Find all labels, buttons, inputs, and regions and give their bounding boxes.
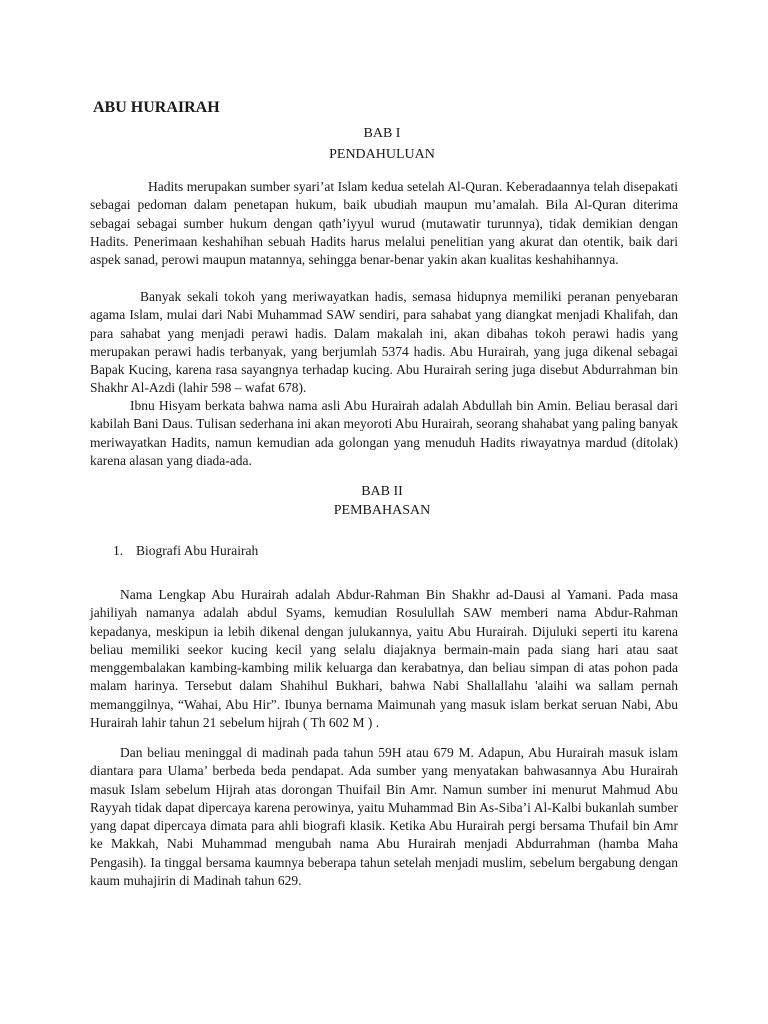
intro-paragraph-2: Banyak sekali tokoh yang meriwayatkan hadis, semasa hidupnya memiliki peranan penyebaran agama Islam, mulai dari Nabi Muhammad SAW sendiri, para sahabat yang diangkat menjadi Khalifah, dan para sahabat yang menjadi perawi hadis. Dalam makalah ini, akan dibahas tokoh perawi hadis yang merupakan perawi hadis terbanyak, yang berjumlah 5374 hadis. Abu Hurairah, yang juga dikenal sebagai Bapak Kucing, karena rasa sayangnya terhadap kucing. Abu Hurairah sering juga disebut Abdurrahman bin Shakhr Al-Azdi (lahir 598 – wafat 678). xyxy=(90,289,678,396)
chapter-2-label: BAB II xyxy=(361,484,403,499)
chapter-2-name: PEMBAHASAN xyxy=(333,503,431,518)
bio-paragraph-1: Nama Lengkap Abu Hurairah adalah Abdur-Rahman Bin Shakhr ad-Dausi al Yamani. Pada masa jahiliyah namanya adalah abdul Syams, kemudian Rosulullah SAW memberi nama Abdur-Rahman kepadanya, meskipun ia lebih dikenal dengan julukannya, yaitu Abu Hurairah. Dijuluki seperti itu karena beliau memiliki seekor kucing kecil yang selalu diajaknya bermain-main pada siang hari atau saat menggembalakan kambing-kambing milik keluarga dan kerabatnya, dan beliau simpan di atas pohon pada malam harinya. Tersebut dalam Shahihul Bukhari, bahwa Nabi Shallallahu 'alaihi wa sallam pernah memanggilnya, “Wahai, Abu Hir”. Ibunya bernama Maimunah yang masuk islam berkat seruan Nabi, Abu Hurairah lahir tahun 21 sebelum hijrah ( Th 602 M ) . xyxy=(90,587,678,731)
chapter-1-name: PENDAHULUAN xyxy=(329,147,435,162)
list-item xyxy=(113,542,258,560)
intro-paragraph-3: Ibnu Hisyam berkata bahwa nama asli Abu Hurairah adalah Abdullah bin Amin. Beliau berasal dari kabilah Bani Daus. Tulisan sederhana ini akan meyoroti Abu Hurairah, seorang shahabat yang paling banyak meriwayatkan Hadits, namun kemudian ada golongan yang menuduh Hadits riwayatnya mardud (ditolak) karena alasan yang diada-ada. xyxy=(90,398,678,468)
intro-paragraph-1: Hadits merupakan sumber syari’at Islam kedua setelah Al-Quran. Keberadaannya telah disepakati sebagai pedoman dalam penetapan hukum, baik ubudiah maupun mu’amalah. Bila Al-Quran diterima sebagai sebagai sumber hukum dengan qath’iyyul wurud (mutawatir turunnya), tidak demikian dengan Hadits. Penerimaan keshahihan sebuah Hadits harus melalui penelitian yang akurat dan otentik, baik dari aspek sanad, perowi maupun matannya, sehingga benar-benar yakin akan kualitas keshahihannya. xyxy=(90,179,678,268)
list-item-number: 1. xyxy=(113,543,124,558)
bio-paragraph-2: Dan beliau meninggal di madinah pada tahun 59H atau 679 M. Adapun, Abu Hurairah masuk islam diantara para Ulama’ berbeda beda pendapat. Ada sumber yang menyatakan bahwasannya Abu Hurairah masuk Islam sebelum Hijrah atas dorongan Thuifail Bin Amr. Namun sumber ini menurut Mahmud Abu Rayyah tidak dapat dipercaya karena perowinya, yaitu Muhammad Bin As-Siba’i Al-Kalbi bukanlah sumber yang dapat dipercaya dimata para ahli biografi klasik. Ketika Abu Hurairah pergi bersama Thufail bin Amr ke Makkah, Nabi Muhammad mengubah nama Abu Hurairah menjadi Abdurrahman (hamba Maha Pengasih). Ia tinggal bersama kaumnya beberapa tahun setelah menjadi muslim, sebelum bergabung dengan kaum muhajirin di Madinah tahun 629. xyxy=(90,745,678,889)
document-title: ABU HURAIRAH xyxy=(93,99,220,116)
list-item-text: Biografi Abu Hurairah xyxy=(136,543,259,558)
chapter-1-label: BAB I xyxy=(363,126,401,141)
